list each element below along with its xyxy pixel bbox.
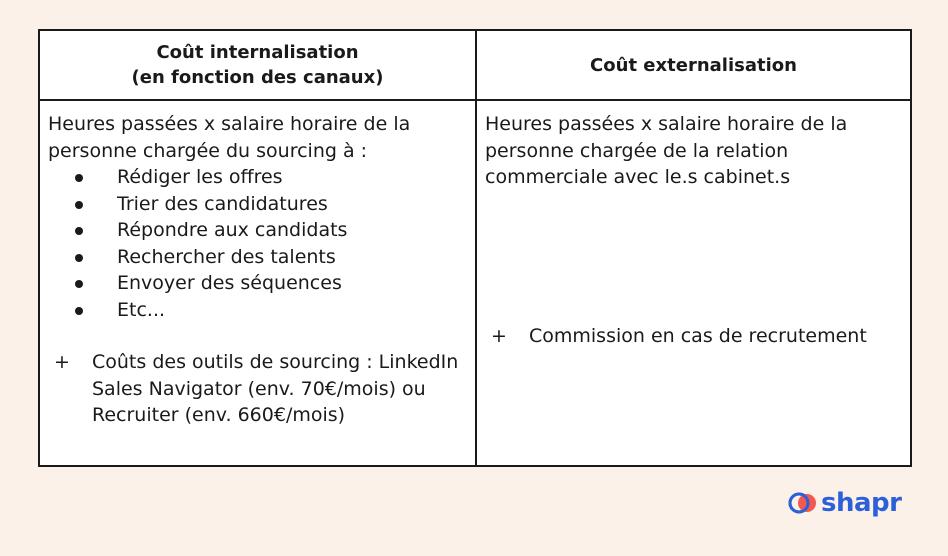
shapr-logo-icon (787, 487, 819, 519)
header-internalisation-line1: Coût internalisation (156, 42, 359, 63)
plus-icon: + (54, 351, 70, 373)
header-internalisation-line2: (en fonction des canaux) (131, 67, 384, 88)
header-internalisation (39, 30, 476, 100)
bullet-icon (75, 254, 83, 262)
list-item-label: Etc... (117, 298, 166, 321)
list-item (48, 191, 467, 218)
externalisation-intro: Heures passées x salaire horaire de la personne chargée de la relation commerciale avec le.s cabinet.s (485, 113, 848, 188)
list-item-label: Rédiger les offres (117, 166, 283, 188)
shapr-logo (787, 487, 901, 519)
content-row (39, 100, 911, 466)
list-item (48, 297, 467, 324)
header-externalisation: Coût externalisation (476, 30, 911, 100)
list-item-label: Envoyer des séquences (117, 272, 342, 294)
shapr-wordmark: shapr (821, 488, 902, 518)
sourcing-tasks-list (48, 164, 467, 323)
sourcing-tools-cost (48, 349, 467, 429)
comparison-table (38, 29, 912, 467)
list-item (48, 244, 467, 271)
commission-cost (485, 323, 902, 350)
list-item (48, 270, 467, 297)
list-item (48, 217, 467, 244)
bullet-icon (75, 174, 83, 182)
bullet-icon (75, 280, 83, 288)
internalisation-intro: Heures passées x salaire horaire de la personne chargée du sourcing à : (48, 113, 411, 162)
commission-text: Commission en cas de recrutement (529, 324, 867, 347)
externalisation-cell (476, 100, 911, 466)
plus-icon: + (491, 324, 507, 347)
bullet-icon (75, 201, 83, 209)
list-item (48, 164, 467, 191)
list-item-label: Trier des candidatures (117, 192, 328, 215)
bullet-icon (75, 307, 83, 315)
list-item-label: Répondre aux candidats (117, 219, 348, 241)
sourcing-tools-text: Coûts des outils de sourcing : LinkedIn Sales Navigator (env. 70€/mois) ou Recruiter (env. 660€/mois) (92, 351, 459, 426)
list-item-label: Rechercher des talents (117, 245, 336, 268)
internalisation-cell (39, 100, 476, 466)
header-row (39, 30, 911, 100)
bullet-icon (75, 227, 83, 235)
